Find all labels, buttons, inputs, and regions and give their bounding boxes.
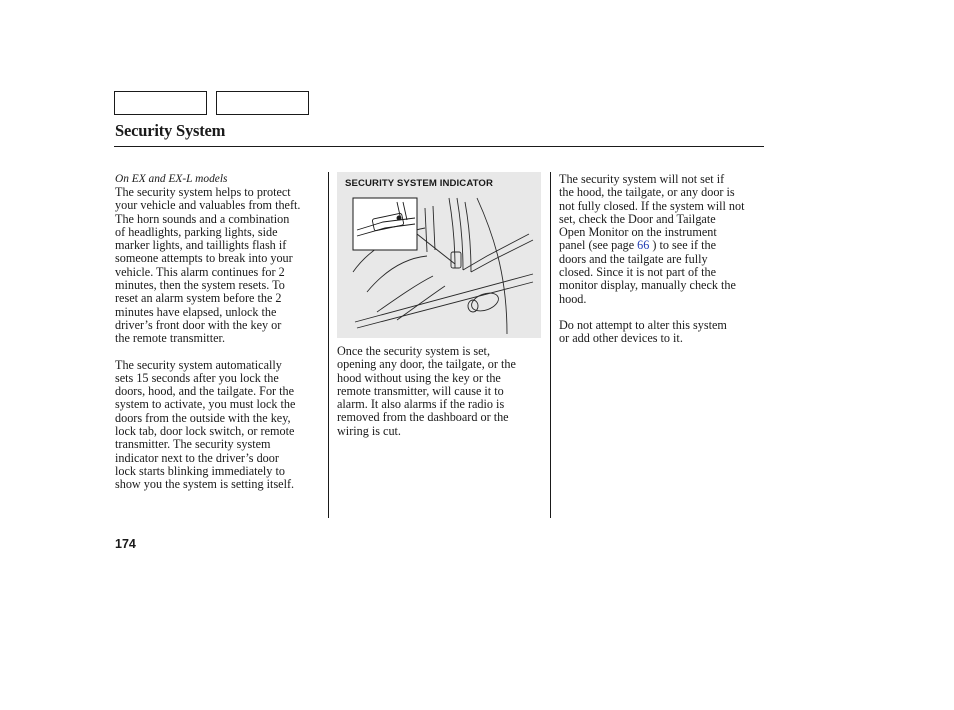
seat-curve bbox=[377, 276, 433, 312]
text-line: hood without using the key or the bbox=[337, 370, 501, 385]
page-number: 174 bbox=[115, 537, 136, 551]
text-line: hood. bbox=[559, 291, 587, 306]
text-line: lock tab, door lock switch, or remote bbox=[115, 424, 295, 439]
door-handle bbox=[469, 290, 501, 315]
title-rule bbox=[114, 146, 764, 147]
text-line: Open Monitor on the instrument bbox=[559, 225, 717, 240]
text-line: reset an alarm system before the 2 bbox=[115, 291, 282, 306]
text-line: system to activate, you must lock the bbox=[115, 397, 296, 412]
column-1 bbox=[115, 173, 325, 492]
text-line: Do not attempt to alter this system bbox=[559, 317, 727, 332]
text-line: someone attempts to break into your bbox=[115, 251, 293, 266]
text-line: sets 15 seconds after you lock the bbox=[115, 370, 279, 385]
text-line: The horn sounds and a combination bbox=[115, 211, 290, 226]
text-line: minutes have elapsed, unlock the bbox=[115, 304, 277, 319]
lock-tab bbox=[451, 252, 461, 268]
pillar-line bbox=[449, 198, 455, 268]
text-line: transmitter. The security system bbox=[115, 437, 271, 452]
column3-para2 bbox=[559, 319, 765, 346]
pillar-line bbox=[465, 202, 471, 272]
text-line: wiring is cut. bbox=[337, 423, 401, 438]
text-line: doors, hood, and the tailgate. For the bbox=[115, 384, 295, 399]
text-line: alarm. It also alarms if the radio is bbox=[337, 397, 505, 412]
window-frame bbox=[471, 240, 533, 272]
text-line: lock starts blinking immediately to bbox=[115, 463, 285, 478]
figure-caption: SECURITY SYSTEM INDICATOR bbox=[345, 178, 494, 189]
text-line: The security system will not set if bbox=[559, 172, 725, 186]
door-illustration bbox=[337, 172, 541, 338]
column-divider bbox=[328, 172, 329, 518]
text-line: doors from the outside with the key, bbox=[115, 410, 291, 425]
column1-para1 bbox=[115, 186, 325, 346]
indicator-inset bbox=[353, 198, 417, 250]
text-line: or add other devices to it. bbox=[559, 331, 683, 346]
page-reference-link[interactable]: 66 bbox=[637, 238, 650, 253]
text-line: The security system helps to protect bbox=[115, 185, 291, 199]
text-line: set, check the Door and Tailgate bbox=[559, 211, 716, 226]
text-line: not fully closed. If the system will not bbox=[559, 198, 745, 213]
text-fragment: panel (see page bbox=[559, 238, 638, 253]
text-line: The security system automatically bbox=[115, 357, 282, 372]
seat-curve bbox=[367, 256, 427, 292]
callout-line bbox=[417, 234, 455, 264]
model-note: On EX and EX-L models bbox=[115, 173, 228, 185]
text-line: Once the security system is set, bbox=[337, 344, 490, 358]
text-line: marker lights, and taillights flash if bbox=[115, 238, 287, 253]
text-line: the remote transmitter. bbox=[115, 331, 225, 346]
text-line: minutes, then the system resets. To bbox=[115, 278, 285, 293]
text-line: the hood, the tailgate, or any door is bbox=[559, 185, 735, 200]
text-line: closed. Since it is not part of the bbox=[559, 265, 717, 280]
text-line: monitor display, manually check the bbox=[559, 278, 736, 293]
security-indicator-figure bbox=[337, 172, 541, 338]
text-fragment: ) to see if the bbox=[649, 238, 717, 253]
column1-para2 bbox=[115, 359, 325, 492]
nav-box-right[interactable] bbox=[216, 91, 309, 115]
text-line: removed from the dashboard or the bbox=[337, 410, 509, 425]
text-line: doors and the tailgate are fully bbox=[559, 251, 708, 266]
column-3 bbox=[559, 173, 765, 346]
text-line: opening any door, the tailgate, or the bbox=[337, 357, 516, 372]
headrest-line bbox=[433, 206, 435, 250]
text-line: indicator next to the driver’s door bbox=[115, 450, 279, 465]
text-line: vehicle. This alarm continues for 2 bbox=[115, 264, 285, 279]
headrest-line bbox=[425, 208, 427, 252]
text-line: driver’s front door with the key or bbox=[115, 317, 282, 332]
text-line: your vehicle and valuables from theft. bbox=[115, 198, 301, 213]
window-frame bbox=[463, 234, 529, 270]
nav-box-left[interactable] bbox=[114, 91, 207, 115]
page-title: Security System bbox=[115, 121, 226, 140]
column-divider bbox=[550, 172, 551, 518]
pillar-line bbox=[457, 198, 463, 270]
column3-para1 bbox=[559, 173, 765, 306]
column-2 bbox=[337, 345, 543, 438]
seat-curve bbox=[397, 286, 445, 320]
text-line bbox=[559, 239, 765, 252]
text-line: remote transmitter, will cause it to bbox=[337, 383, 504, 398]
text-line: of headlights, parking lights, side bbox=[115, 224, 278, 239]
text-line: show you the system is setting itself. bbox=[115, 477, 295, 492]
